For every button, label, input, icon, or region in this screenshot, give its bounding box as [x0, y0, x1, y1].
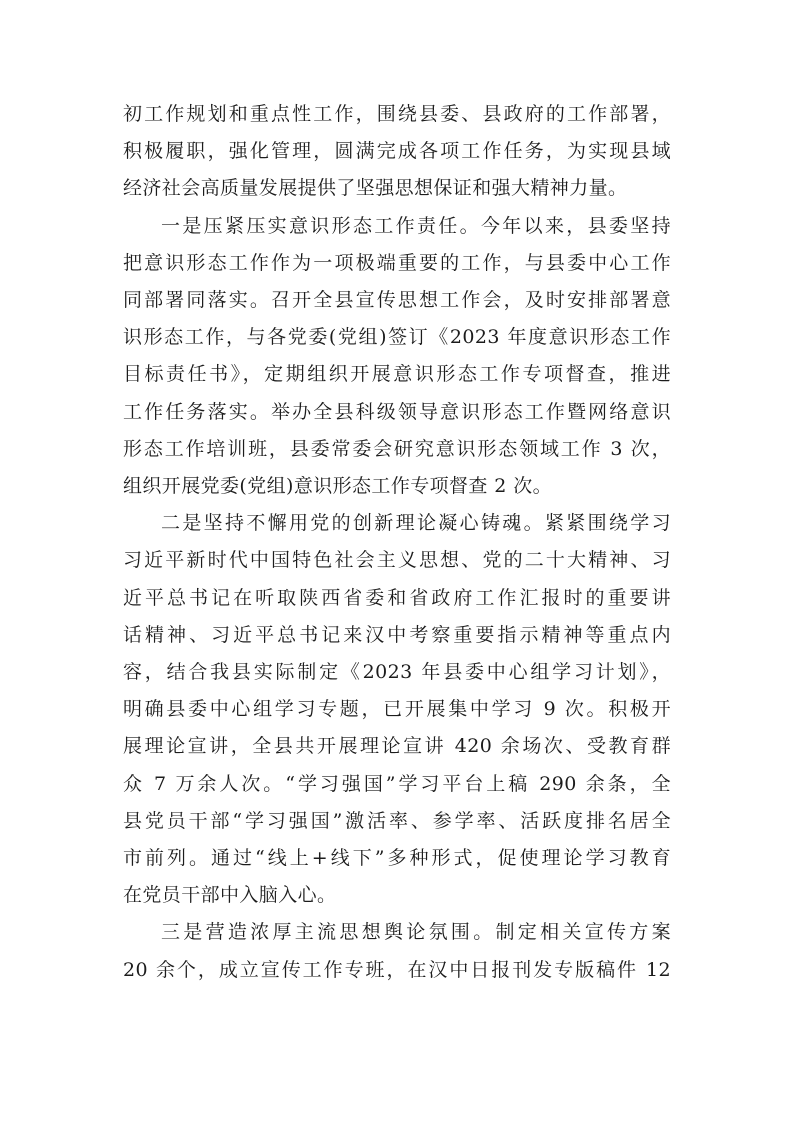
- text-line: 三是营造浓厚主流思想舆论氛围。制定相关宣传方案: [161, 921, 671, 944]
- text-line: 话精神、习近平总书记来汉中考察重要指示精神等重点内: [123, 623, 671, 646]
- text-line: 20 余个，成立宣传工作专班，在汉中日报刊发专版稿件 12: [123, 958, 671, 981]
- paragraph-theory-study: [123, 505, 671, 914]
- text-line: 识形态工作，与各党委(党组)签订《2023 年度意识形态工作: [123, 326, 671, 349]
- text-line: 展理论宣讲，全县共开展理论宣讲 420 余场次、受教育群: [123, 735, 671, 758]
- paragraph-public-opinion: [123, 914, 671, 988]
- text-line: 二是坚持不懈用党的创新理论凝心铸魂。紧紧围绕学习: [161, 512, 671, 535]
- text-line: 习近平新时代中国特色社会主义思想、党的二十大精神、习: [123, 549, 671, 572]
- document-body: [123, 96, 671, 989]
- text-line: 形态工作培训班，县委常委会研究意识形态领域工作 3 次，: [123, 437, 671, 460]
- text-line: 积极履职，强化管理，圆满完成各项工作任务，为实现县域: [123, 140, 671, 163]
- text-line: 目标责任书》，定期组织开展意识形态工作专项督查，推进: [123, 363, 671, 386]
- text-line: 经济社会高质量发展提供了坚强思想保证和强大精神力量。: [123, 177, 628, 200]
- paragraph-intro: [123, 96, 671, 208]
- text-line: 明确县委中心组学习专题，已开展集中学习 9 次。积极开: [123, 698, 671, 721]
- text-line: 工作任务落实。举办全县科级领导意识形态工作暨网络意识: [123, 400, 671, 423]
- text-line: 容，结合我县实际制定《2023 年县委中心组学习计划》，: [123, 661, 671, 684]
- text-line: 众 7 万余人次。“学习强国”学习平台上稿 290 余条，全: [123, 772, 671, 795]
- text-line: 近平总书记在听取陕西省委和省政府工作汇报时的重要讲: [123, 586, 671, 609]
- text-line: 市前列。通过“线上+线下”多种形式，促使理论学习教育: [123, 847, 671, 870]
- text-line: 县党员干部“学习强国”激活率、参学率、活跃度排名居全: [123, 809, 671, 832]
- text-line: 同部署同落实。召开全县宣传思想工作会，及时安排部署意: [123, 289, 671, 312]
- text-line: 一是压紧压实意识形态工作责任。今年以来，县委坚持: [161, 214, 671, 237]
- text-line: 在党员干部中入脑入心。: [123, 884, 337, 907]
- text-line: 组织开展党委(党组)意识形态工作专项督查 2 次。: [123, 475, 552, 498]
- text-line: 把意识形态工作作为一项极端重要的工作，与县委中心工作: [123, 251, 671, 274]
- paragraph-ideology-responsibility: [123, 208, 671, 506]
- text-line: 初工作规划和重点性工作，围绕县委、县政府的工作部署，: [123, 103, 671, 125]
